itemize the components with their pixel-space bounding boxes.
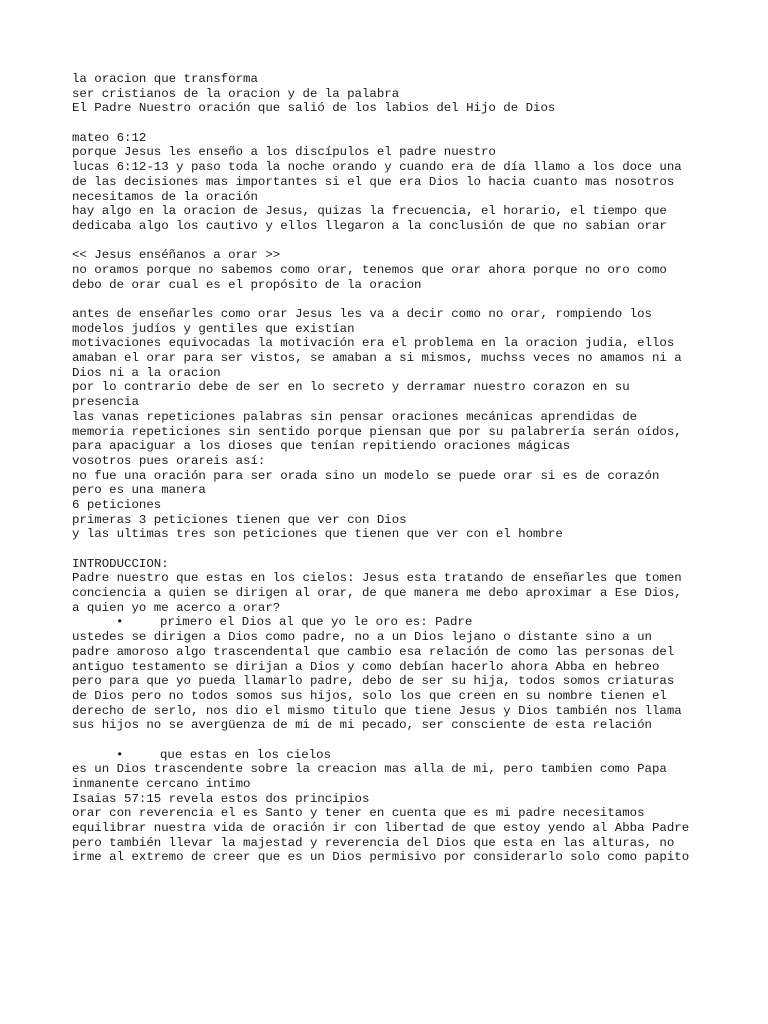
text-line: motivaciones equivocadas la motivación era el problema en la oracion judia, ellos [72,336,675,351]
text-line: necesitamos de la oración [72,189,258,204]
blank-line [72,234,712,249]
text-line: equilibrar nuestra vida de oración ir con libertad de que estoy yendo al Abba Padre [72,821,690,836]
blank-line [72,292,712,307]
bullet-item [72,748,712,763]
text-line: orar con reverencia el es Santo y tener en cuenta que es mi padre necesitamos [72,806,645,821]
text-line: Padre nuestro que estas en los cielos: Jesus esta tratando de enseñarles que tomen [72,571,682,586]
text-line: ustedes se dirigen a Dios como padre, no a un Dios lejano o distante sino a un [72,630,652,645]
text-line: pero para que yo pueda llamarlo padre, debo de ser su hija, todos somos criaturas [72,674,675,689]
text-line: vosotros pues orareis así: [72,453,266,468]
blank-line [72,116,712,131]
text-line: Isaias 57:15 revela estos dos principios [72,791,370,806]
text-line: pero es una manera [72,483,206,498]
text-line: la oracion que transforma [72,72,258,86]
bullet-icon: • [116,747,124,762]
text-line: porque Jesus les enseño a los discípulos el padre nuestro [72,145,496,160]
text-line: presencia [72,395,139,410]
text-line: derecho de serlo, nos dio el mismo titulo que tiene Jesus y Dios también nos llama [72,703,682,718]
text-line: antiguo testamento se dirijan a Dios y como debían hacerlo ahora Abba en hebreo [72,659,660,674]
text-line: de Dios pero no todos somos sus hijos, solo los que creen en su nombre tienen el [72,688,667,703]
text-line: las vanas repeticiones palabras sin pensar oraciones mecánicas aprendidas de [72,409,638,424]
text-line: dedicaba algo los cautivo y ellos llegaron a la conclusión de que no sabian orar [72,218,667,233]
text-line: memoria repeticiones sin sentido porque piensan que por su palabrería serán oídos, [72,424,682,439]
text-line: << Jesus enséñanos a orar >> [72,248,281,263]
text-line: Dios ni a la oracion [72,365,221,380]
text-line: El Padre Nuestro oración que salió de los labios del Hijo de Dios [72,101,556,116]
text-line: INTRODUCCION: [72,556,169,571]
text-line: 6 peticiones [72,497,162,512]
bullet-text: primero el Dios al que yo le oro es: Padre [160,615,473,630]
text-line: ser cristianos de la oracion y de la palabra [72,86,400,101]
text-line: conciencia a quien se dirigen al orar, de que manera me debo aproximar a Ese Dios, [72,586,682,601]
blank-line [72,542,712,557]
blank-line [72,733,712,748]
text-line: hay algo en la oracion de Jesus, quizas la frecuencia, el horario, el tiempo que [72,204,667,219]
bullet-text: que estas en los cielos [160,747,332,762]
text-line: padre amoroso algo trascendental que cambio esa relación de como las personas del [72,644,675,659]
text-line: no oramos porque no sabemos como orar, tenemos que orar ahora porque no oro como [72,262,667,277]
text-line: inmanente cercano intimo [72,777,251,791]
text-line: antes de enseñarles como orar Jesus les va a decir como no orar, rompiendo los [72,307,652,321]
text-line: y las ultimas tres son peticiones que tienen que ver con el hombre [72,527,563,542]
text-line: amaban el orar para ser vistos, se amaban a si mismos, muchss veces no amamos ni a [72,351,682,366]
bullet-icon: • [116,615,124,630]
text-line: por lo contrario debe de ser en lo secreto y derramar nuestro corazon en su [72,380,630,395]
text-line: irme al extremo de creer que es un Dios permisivo por considerarlo solo como papito [72,850,690,865]
bullet-item [72,615,712,630]
document-page [72,72,712,865]
text-line: lucas 6:12-13 y paso toda la noche orando y cuando era de día llamo a los doce una [72,160,682,175]
text-line: mateo 6:12 [72,130,147,145]
text-line: es un Dios trascendente sobre la creacion mas alla de mi, pero tambien como Papa [72,762,667,777]
text-line: modelos judíos y gentiles que existían [72,321,355,336]
text-line: sus hijos no se avergüenza de mi de mi pecado, ser consciente de esta relación [72,718,652,733]
text-line: primeras 3 peticiones tienen que ver con Dios [72,512,407,527]
text-line: a quien yo me acerco a orar? [72,600,281,615]
text-line: pero también llevar la majestad y reverencia del Dios que esta en las alturas, no [72,835,675,850]
text-line: debo de orar cual es el propósito de la oracion [72,277,422,292]
text-line: para apaciguar a los dioses que tenían repitiendo oraciones mágicas [72,439,571,454]
text-line: de las decisiones mas importantes si el que era Dios lo hacia cuanto mas nosotros [72,174,675,189]
text-line: no fue una oración para ser orada sino un modelo se puede orar si es de corazón [72,468,660,483]
